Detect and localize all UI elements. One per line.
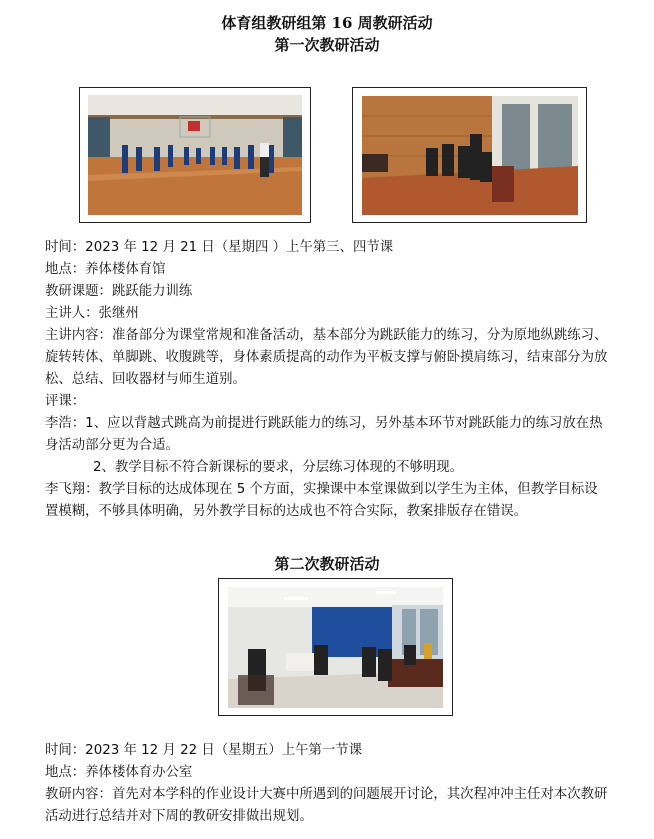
session2-location: 地点：养体楼体育办公室 (45, 765, 193, 780)
gymnasium-photo-image (88, 95, 302, 215)
classroom-observers-photo (352, 87, 587, 223)
session2-title: 第二次教研活动 (274, 555, 380, 573)
session2-time: 时间：2023 年 12 月 22 日（星期五）上午第一节课 (45, 743, 363, 758)
page-title: 体育组教研组第 16 周教研活动 (221, 14, 433, 32)
review-item: 李飞翔：教学目标的达成体现在 5 个方面，实操课中本堂课做到以学生为主体，但教学目标设置模糊，不够具体明确，另外教学目标的达成也不符合实际，教案排版存在错误。 (45, 482, 598, 519)
session1-speaker: 主讲人：张继州 (45, 306, 139, 321)
session1-topic: 教研课题：跳跃能力训练 (45, 284, 193, 299)
session1-time: 时间：2023 年 12 月 21 日（星期四 ）上午第三、四节课 (45, 240, 394, 255)
review-item: 2、教学目标不符合新课标的要求，分层练习体现的不够明现。 (93, 460, 464, 475)
classroom-photo-image (362, 96, 578, 215)
session2-content: 教研内容：首先对本学科的作业设计大赛中所遇到的问题展开讨论，其次程冲冲主任对本次教研活动进行总结并对下周的教研安排做出规划。 (45, 787, 608, 824)
session1-details (45, 237, 610, 523)
office-photo-image (228, 587, 443, 708)
session1-content: 主讲内容：准备部分为课堂常规和准备活动，基本部分为跳跃能力的练习，分为原地纵跳练习、旋转转体、单脚跳、收腹跳等，身体素质提高的动作为平板支撑与俯卧摸肩练习，结束部分为放松、总结、回收器材与师生道别。 (45, 328, 608, 387)
session1-location: 地点：养体楼体育馆 (45, 262, 166, 277)
review-item: 李浩：1、应以背越式跳高为前提进行跳跃能力的练习，另外基本环节对跳跃能力的练习放在热身活动部分更为合适。 (45, 416, 603, 453)
session2-details (45, 740, 610, 828)
gymnasium-students-photo (79, 87, 311, 223)
session1-title: 第一次教研活动 (274, 36, 380, 54)
review-label: 评课： (45, 394, 86, 409)
office-meeting-photo (218, 578, 453, 716)
